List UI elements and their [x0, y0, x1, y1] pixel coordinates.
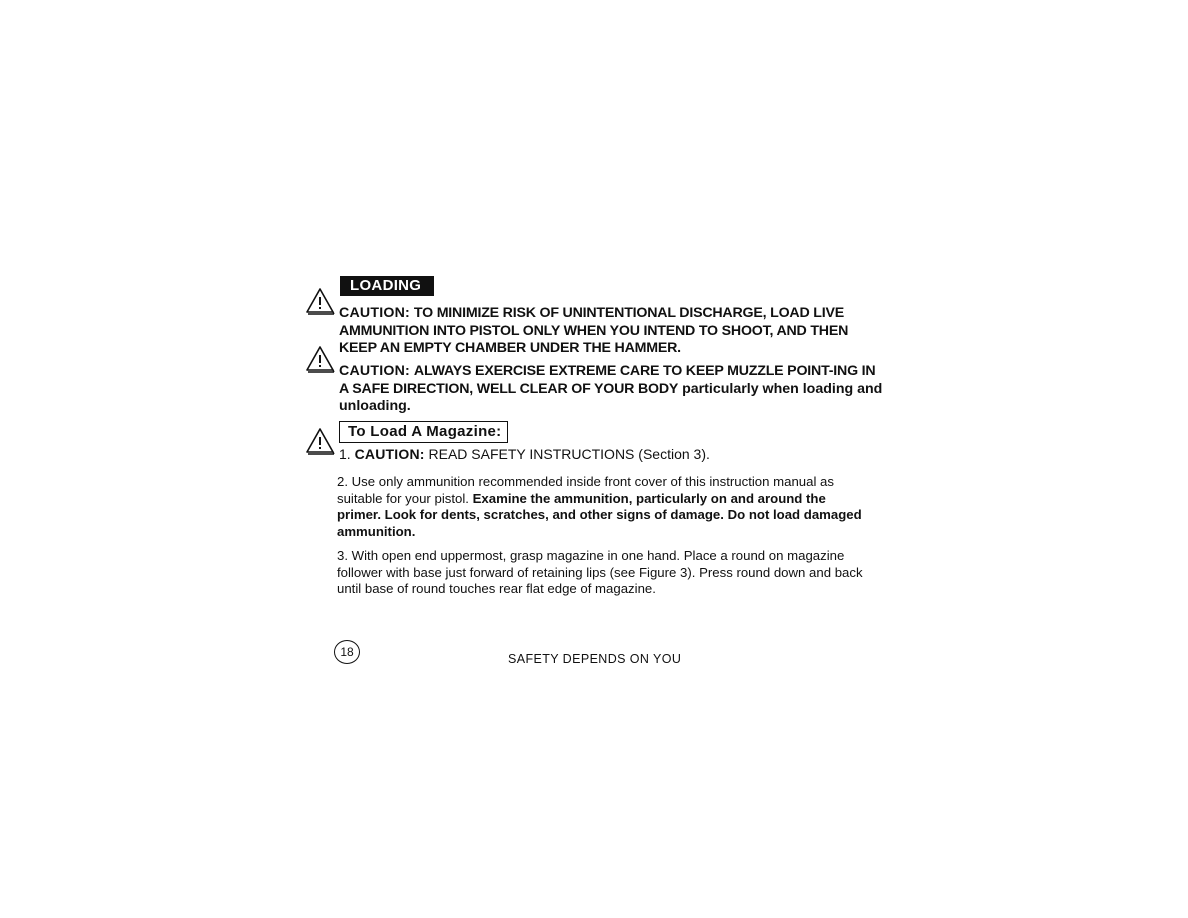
step-text-emphasis: Examine the ammunition, particularly on and around the primer. Look for dents, scratches, and other signs of damage. Do not load damaged ammunition. [337, 490, 862, 539]
caution-label: CAUTION: [354, 446, 425, 462]
caution-block-1 [339, 305, 884, 358]
caution-text: TO MINIMIZE RISK OF UNINTENTIONAL DISCHARGE, LOAD LIVE AMMUNITION INTO PISTOL ONLY WHEN YOU INTEND TO SHOOT, AND THEN KEEP AN EMPTY CHAMBER UNDER THE HAMMER. [339, 305, 849, 356]
section-title-badge: LOADING [340, 276, 434, 296]
warning-triangle-icon [305, 427, 335, 455]
step-number: 1. [339, 446, 351, 462]
caution-label: CAUTION: [339, 305, 410, 321]
caution-text: ALWAYS EXERCISE EXTREME CARE TO KEEP MUZZLE POINT-ING IN A SAFE DIRECTION, WELL CLEAR OF YOUR BODY [339, 363, 876, 397]
subsection-heading: To Load A Magazine: [339, 421, 508, 443]
step-text: 3. With open end uppermost, grasp magazine in one hand. Place a round on magazine follower with base just forward of retaining lips (see Figure 3). Press round down and back until base of round touches rear flat edge of magazine. [337, 548, 863, 596]
step-3 [337, 548, 867, 598]
step-2 [337, 474, 867, 540]
caution-text-tail: particularly when loading and unloading. [339, 380, 883, 414]
caution-block-2 [339, 363, 884, 416]
warning-triangle-icon [305, 287, 335, 315]
step-1 [339, 446, 884, 464]
step-text: READ SAFETY INSTRUCTIONS (Section 3). [428, 446, 710, 462]
caution-label: CAUTION: [339, 363, 410, 379]
footer-text: SAFETY DEPENDS ON YOU [508, 652, 682, 666]
warning-triangle-icon [305, 345, 335, 373]
step-text: 2. Use only ammunition recommended inside front cover of this instruction manual as suitable for your pistol. [337, 474, 834, 506]
page-number: 18 [334, 640, 360, 664]
